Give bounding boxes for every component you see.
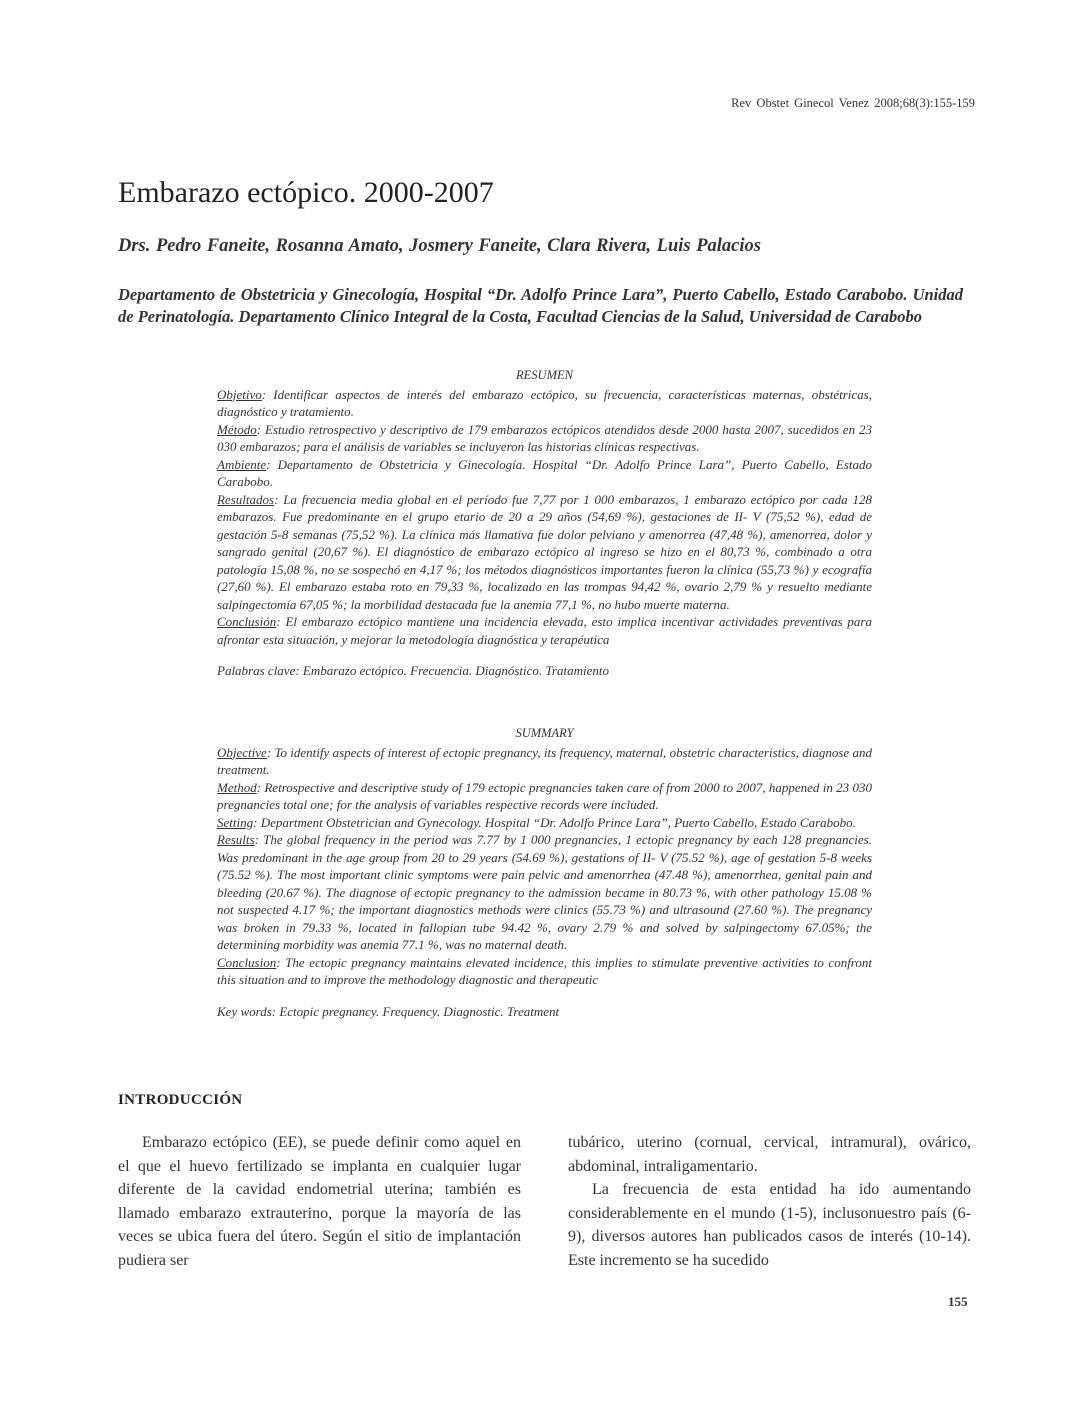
resumen-metodo: [217, 421, 872, 456]
abstract-text: : To identify aspects of interest of ectopic pregnancy, its frequency, maternal, obstetric characteristics, diagnose and treatment.: [217, 744, 872, 777]
abstract-label: Setting: [217, 814, 254, 830]
abstract-text: : The global frequency in the period was 7.77 by 1 000 pregnancies, 1 ectopic pregnancy by each 128 pregnancies. Was predominant in the age group from 20 to 29 years (54.69 %), gestations of II- V (75.52 %), age of gestation 5-8 weeks (75.52 %). The most important clinic symptoms were pain pelvic and amenorrhea (47.48 %), amenorrhea, genital pain and bleeding (20.67 %). The diagnose of ectopic pregnancy to the admission became in 80.73 %, with other pathology 15.08 % not suspected 4.17 %; the important diagnostics methods were clinics (55.73 %) and ultrasound (27.60 %). The pregnancy was broken in 79.33 %, located in fallopian tube 94.42 %, ovary 2.79 % and solved by salpingectomy 67.05%; the determining morbidity was anemia 77.1 %, was no maternal death.: [217, 832, 872, 952]
abstract-label: Conclusión: [217, 614, 277, 629]
summary-block: [217, 725, 872, 1020]
abstract-text: : The ectopic pregnancy maintains elevated incidence, this implies to stimulate preventive activities to confront this situation and to improve the methodology diagnostic and therapeutic: [217, 954, 872, 987]
resumen-objetivo: [217, 386, 872, 421]
summary-heading: SUMMARY: [515, 726, 574, 740]
summary-method: [217, 779, 872, 814]
resumen-resultados: [217, 491, 872, 614]
abstract-text: : La frecuencia media global en el período fue 7,77 por 1 000 embarazos, 1 embarazo ectópico por cada 128 embarazos. Fue predominante en el grupo etario de 20 a 29 años (54,69 %), gestaciones de II- V (75,52 %), edad de gestación 5-8 semanas (75,52 %). La clínica más llamativa fue dolor pelviano y amenorrea (47,48 %), amenorrea, dolor y sangrado genital (20,67 %). El diagnóstico de embarazo ectópico al ingreso se hizo en el 80,73 %, combinado a otra patología 15,08 %, no se sospechó en 4,17 %; los métodos diagnósticos importantes fueron la clínica (55,73 %) y ecografía (27,60 %). El embarazo estaba roto en 79,33 %, localizado en las trompas 94,42 %, ovario 2,79 % y resuelto mediante salpingectomía 67,05 %; la morbilidad destacada fue la anemia 77,1 %, no hubo muerte materna.: [217, 491, 872, 612]
body-paragraph: tubárico, uterino (cornual, cervical, intramural), ovárico, abdominal, intraligamentario.: [568, 1134, 971, 1175]
abstract-label: Ambiente: [217, 456, 267, 472]
abstract-label: Objective: [217, 744, 267, 760]
abstract-text: : Department Obstetrician and Gynecology. Hospital “Dr. Adolfo Prince Lara”, Puerto Cabello, Estado Carabobo.: [253, 814, 856, 830]
body-paragraph: Embarazo ectópico (EE), se puede definir como aquel en el que el huevo fertilizado se implanta en cualquier lugar diferente de la cavidad endometrial uterina; también es llamado embarazo extrauterino, porque la mayoría de las veces se ubica fuera del útero. Según el sitio de implantación pudiera ser: [118, 1134, 521, 1269]
summary-results: [217, 831, 872, 954]
abstract-label: Method: [217, 779, 257, 795]
abstract-label: Conclusion: [217, 954, 277, 970]
abstract-text: : Retrospective and descriptive study of 179 ectopic pregnancies taken care of from 2000 to 2007, happened in 23 030 pregnancies total one; for the analysis of variables respective records were included.: [217, 779, 872, 812]
summary-setting: [217, 814, 872, 832]
resumen-ambiente: [217, 456, 872, 491]
summary-keywords: Key words: Ectopic pregnancy. Frequency. Diagnostic. Treatment: [217, 1003, 560, 1019]
abstract-label: Resultados: [217, 491, 275, 507]
introduction-heading: INTRODUCCIÓN: [118, 1092, 243, 1108]
abstract-label: Objetivo: [217, 386, 262, 402]
abstract-label: Método: [217, 421, 257, 437]
journal-citation: Rev Obstet Ginecol Venez 2008;68(3):155-159: [731, 96, 975, 110]
summary-conclusion: [217, 954, 872, 989]
abstract-text: : Estudio retrospectivo y descriptivo de 179 embarazos ectópicos atendidos desde 2000 hasta 2007, sucedidos en 23 030 embarazos; para el análisis de variables se incluyeron las historias clínicas respectivas.: [217, 421, 872, 454]
article-title: Embarazo ectópico. 2000-2007: [118, 176, 494, 209]
body-column-right: [568, 1131, 971, 1272]
summary-objective: [217, 744, 872, 779]
resumen-conclusion: [217, 613, 872, 648]
article-authors: Drs. Pedro Faneite, Rosanna Amato, Josmery Faneite, Clara Rivera, Luis Palacios: [118, 236, 761, 256]
resumen-heading: RESUMEN: [516, 368, 573, 382]
abstract-text: : Identificar aspectos de interés del embarazo ectópico, su frecuencia, características maternas, obstétricas, diagnóstico y tratamiento.: [217, 386, 872, 419]
resumen-block: [217, 367, 872, 680]
page-number: 155: [948, 1294, 968, 1309]
body-paragraph: La frecuencia de esta entidad ha ido aumentando considerablemente en el mundo (1-5), inclusonuestro país (6-9), diversos autores han publicados casos de interés (10-14). Este incremento se ha sucedido: [568, 1181, 971, 1269]
article-affiliation: Departamento de Obstetricia y Ginecología, Hospital “Dr. Adolfo Prince Lara”, Puerto Cabello, Estado Carabobo. Unidad de Perinatología. Departamento Clínico Integral de la Costa, Facultad Ciencias de la Salud, Universidad de Carabobo: [118, 285, 963, 326]
abstract-label: Results: [217, 832, 255, 847]
abstract-text: : El embarazo ectópico mantiene una incidencia elevada, esto implica incentivar actividades preventivas para afrontar esta situación, y mejorar la metodología diagnóstica y terapéutica: [217, 614, 872, 647]
abstract-text: : Departamento de Obstetricia y Ginecología. Hospital “Dr. Adolfo Prince Lara”, Puerto Cabello, Estado Carabobo.: [217, 456, 872, 489]
body-column-left: [118, 1131, 521, 1272]
resumen-keywords: Palabras clave: Embarazo ectópico. Frecuencia. Diagnóstico. Tratamiento: [217, 663, 609, 678]
